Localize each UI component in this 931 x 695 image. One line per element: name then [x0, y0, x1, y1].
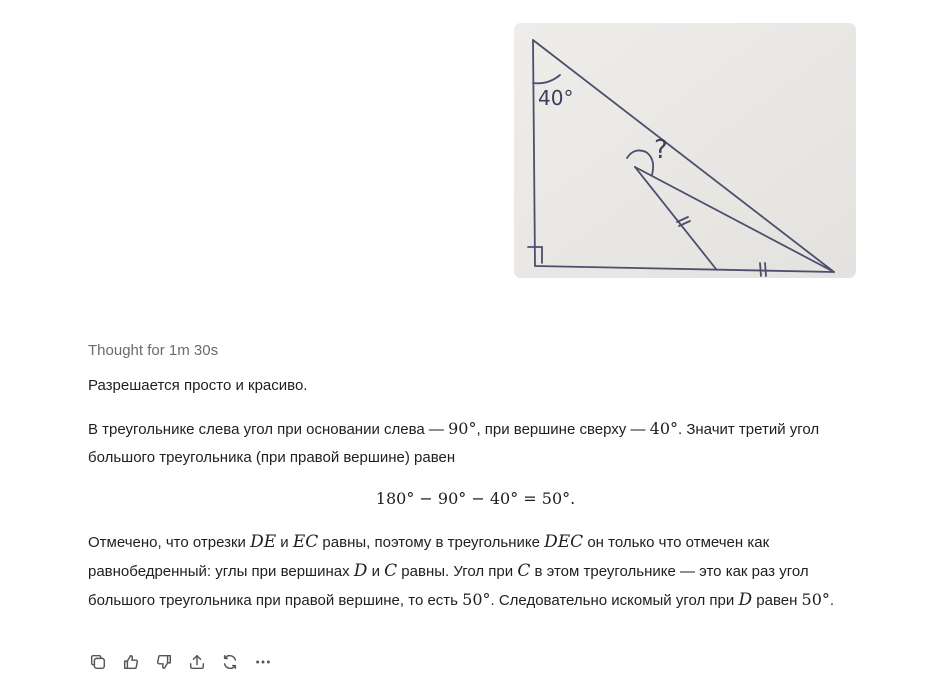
attached-image[interactable] [514, 23, 856, 278]
message-actions [88, 651, 273, 673]
triangle-drawing [514, 23, 856, 278]
thumbs-up-icon [122, 653, 140, 671]
paragraph-conclusion: Отмечено, что отрезки DE и EC равны, поэтому в треугольнике DEC он только что отмечен как равнобедренный: углы при вершинах D и C равны. Угол при C в этом треугольнике — это как раз угол большого треугольника при правой вершине, то есть 50°. Следовательно искомый угол при D равен 50°. [88, 532, 835, 610]
copy-button[interactable] [88, 652, 108, 672]
share-icon [188, 653, 206, 671]
angle-40-label: 40° [538, 86, 574, 110]
assistant-message [88, 372, 863, 615]
intro-text: Разрешается просто и красиво. [88, 377, 308, 394]
thumbs-down-icon [155, 653, 173, 671]
share-button[interactable] [187, 652, 207, 672]
more-button[interactable] [253, 652, 273, 672]
dislike-button[interactable] [154, 652, 174, 672]
equation: 180° − 90° − 40° = 50°. [375, 489, 576, 508]
copy-icon [89, 653, 107, 671]
refresh-icon [221, 653, 239, 671]
paragraph-angles: В треугольнике слева угол при основании слева — 90°, при вершине сверху — 40°. Значит третий угол большого треугольника (при правой вершине) равен [88, 419, 820, 466]
like-button[interactable] [121, 652, 141, 672]
unknown-angle-label: ? [654, 135, 668, 165]
regenerate-button[interactable] [220, 652, 240, 672]
more-icon [254, 653, 272, 671]
thought-duration[interactable]: Thought for 1m 30s [88, 342, 219, 359]
